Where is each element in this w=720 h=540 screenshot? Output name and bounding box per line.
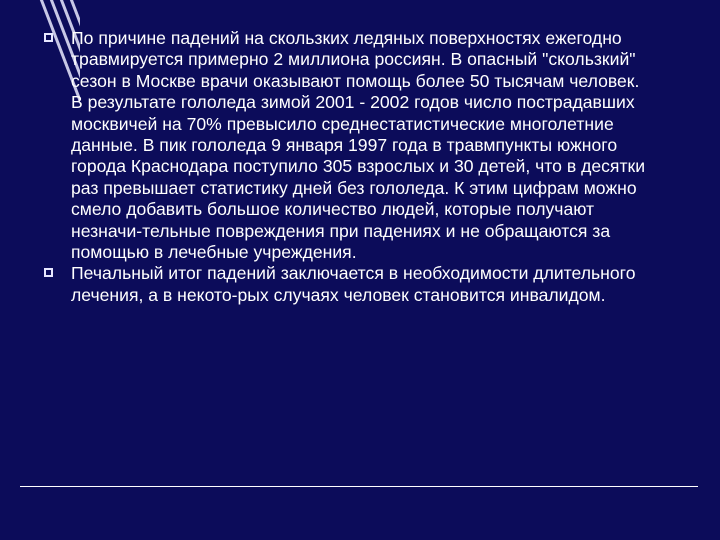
bullet-item-outcome xyxy=(44,263,654,306)
hollow-square-icon xyxy=(44,33,53,42)
bullet-item-injuries xyxy=(44,28,654,263)
bullet-text: Печальный итог падений заключается в необходимости длительного лечения, а в некото-рых случаях человек становится инвалидом. xyxy=(71,263,636,305)
hollow-square-icon xyxy=(44,268,53,277)
bullet-text: По причине падений на скользких ледяных поверхностях ежегодно травмируется примерно 2 миллиона россиян. В опасный "скользкий" сезон в Москве врачи оказывают помощь более 50 тысячам человек. В результате гололеда зимой 2001 - 2002 годов число пострадавших москвичей на 70% превысило среднестатистические многолетние данные. В пик гололеда 9 января 1997 года в травмпункты южного города Краснодара поступило 305 взрослых и 30 детей, что в десятки раз превышает статистику дней без гололеда. К этим цифрам можно смело добавить большое количество людей, которые получают незначи-тельные повреждения при падениях и не обращаются за помощью в лечебные учреждения. xyxy=(71,28,646,263)
footer-divider xyxy=(20,486,698,487)
bullet-list xyxy=(44,28,654,306)
